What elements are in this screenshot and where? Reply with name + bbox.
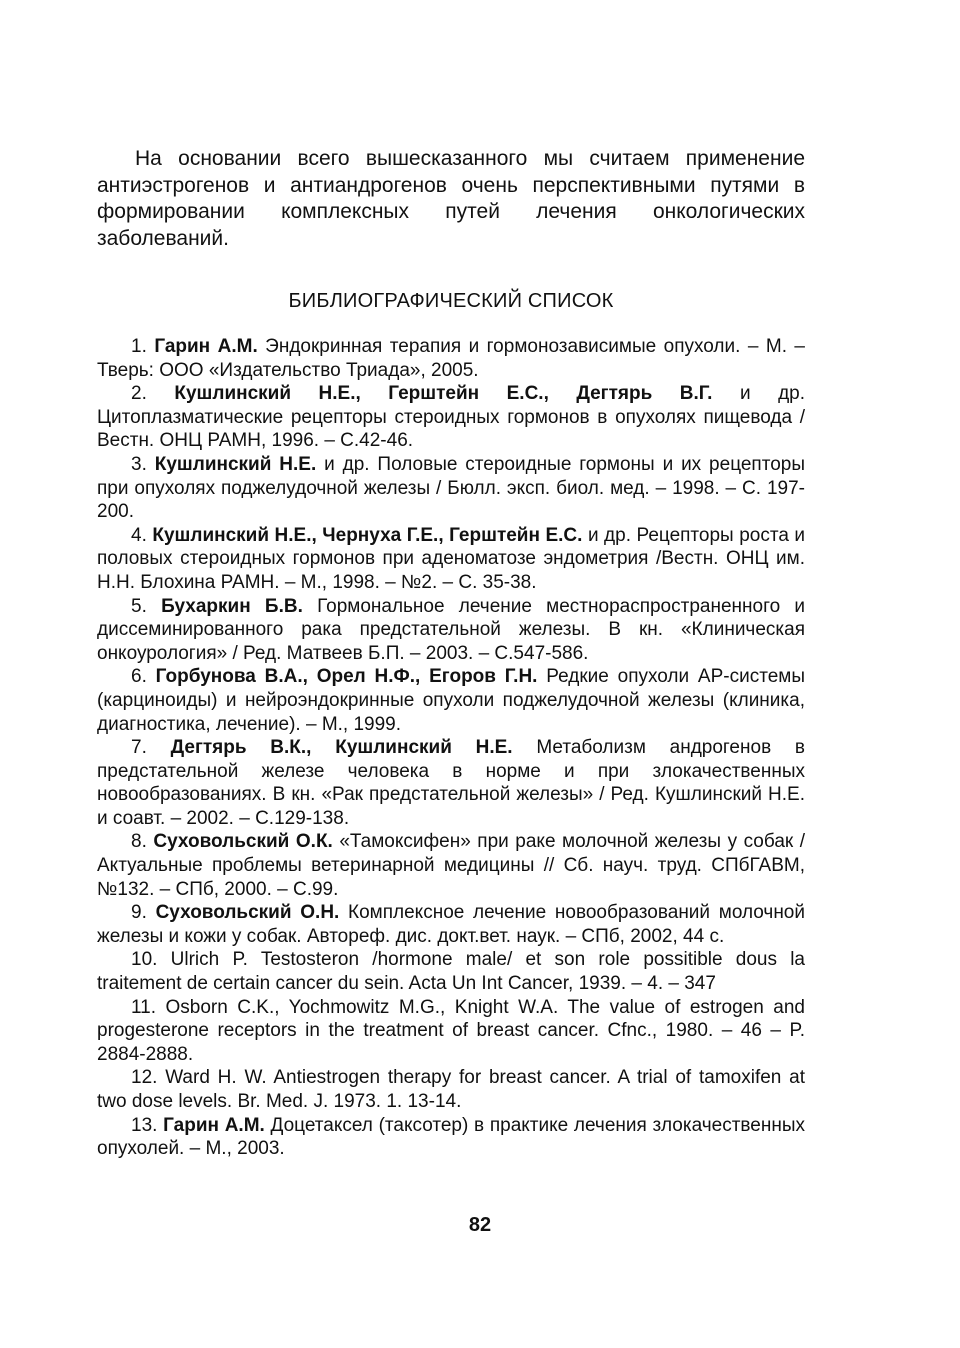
- entry-authors: Гарин А.М.: [154, 336, 258, 357]
- bibliography-entry: [97, 595, 805, 666]
- bibliography-entry: [97, 996, 805, 1067]
- entry-text: «Тамоксифен» при раке молочной железы у собак /Актуальные проблемы ветеринарной медицины // Сб. науч. труд. СПбГАВМ, №132. – СПб, 2000. – С.99.: [97, 831, 805, 900]
- entry-text: Редкие опухоли АР-системы (карциноиды) и нейроэндокринные опухоли поджелудочной железы (клиника, диагностика, лечение). – М., 1999.: [97, 666, 805, 735]
- page-number: 82: [468, 1214, 492, 1236]
- entry-number: 2.: [131, 383, 147, 405]
- entry-number: 3.: [131, 453, 147, 475]
- bibliography-entry: [97, 901, 805, 948]
- entry-number: 11.: [131, 996, 157, 1018]
- entry-text: Osborn C.K., Yochmowitz M.G., Knight W.A. The value of estrogen and progesterone receptors in the treatment of breast cancer. Cfnc., 1980. – 46 – P. 2884-2888.: [97, 996, 805, 1065]
- bibliography-entry: [97, 524, 805, 595]
- bibliography-entry: [97, 335, 805, 382]
- entry-number: 6.: [131, 666, 147, 688]
- entry-number: 12.: [131, 1067, 158, 1089]
- entry-text: Метаболизм андрогенов в предстательной железе человека в норме и при злокачественных новообразованиях. В кн. «Рак предстательной железы» / Ред. Кушлинский Н.Е. и соавт. – 2002. – С.129-138.: [97, 737, 806, 829]
- entry-authors: Кушлинский Н.Е., Чернуха Г.Е., Герштейн Е.С.: [152, 524, 583, 546]
- entry-text: Комплексное лечение новообразований молочной железы и кожи у собак. Автореф. дис. докт.вет. наук. – СПб, 2002, 44 с.: [97, 902, 805, 947]
- entry-authors: Кушлинский Н.Е.: [154, 453, 317, 475]
- document-page: [97, 146, 805, 1161]
- bibliography-entry: [97, 736, 805, 830]
- entry-number: 7.: [131, 737, 147, 759]
- bibliography-entry: [97, 665, 805, 736]
- entry-number: 10.: [131, 949, 158, 971]
- entry-number: 9.: [131, 902, 147, 924]
- entry-number: 1.: [131, 336, 147, 357]
- bibliography-list: [97, 335, 805, 1161]
- entry-number: 13.: [131, 1114, 158, 1136]
- bibliography-entry: [97, 948, 805, 995]
- entry-authors: Суховольский О.К.: [153, 831, 333, 853]
- entry-text: и др. Рецепторы роста и половых стероидных гормонов при аденоматозе эндометрия /Вестн. ОНЦ им. Н.Н. Блохина РАМН. – М., 1998. – №2. – С. 35-38.: [97, 524, 806, 593]
- entry-authors: Гарин А.М.: [163, 1114, 265, 1136]
- entry-authors: Горбунова В.А., Орел Н.Ф., Егоров Г.Н.: [155, 666, 538, 688]
- entry-text: Доцетаксел (таксотер) в практике лечения злокачественных опухолей. – М., 2003.: [97, 1114, 805, 1160]
- entry-text: и др. Цитоплазматические рецепторы стероидных гормонов в опухолях пищевода /Вестн. ОНЦ РАМН, 1996. – С.42-46.: [97, 383, 806, 452]
- entry-text: Гормональное лечение местнораспространенного и диссеминированного рака предстательной железы. В кн. «Клиническая онкоурология» / Ред. Матвеев Б.П. – 2003. – С.547-586.: [97, 595, 805, 664]
- entry-text: и др. Половые стероидные гормоны и их рецепторы при опухолях поджелудочной железы / Бюлл. эксп. биол. мед. – 1998. – С. 197-200.: [97, 453, 805, 523]
- entry-authors: Суховольский О.Н.: [155, 902, 340, 924]
- entry-text: Ward H. W. Antiestrogen therapy for breast cancer. A trial of tamoxifen at two dose levels. Br. Med. J. 1973. 1. 13-14.: [97, 1067, 805, 1112]
- bibliography-entry: [97, 1114, 805, 1161]
- bibliography-entry: [97, 830, 805, 901]
- entry-authors: Кушлинский Н.Е., Герштейн Е.С., Дегтярь В.Г.: [174, 383, 713, 405]
- bibliography-entry: [97, 382, 805, 453]
- entry-authors: Дегтярь В.К., Кушлинский Н.Е.: [170, 737, 513, 759]
- entry-number: 8.: [131, 831, 147, 853]
- entry-text: Эндокринная терапия и гормонозависимые опухоли. – М. – Тверь: ООО «Издательство Триада», 2005.: [97, 336, 805, 381]
- entry-authors: Бухаркин Б.В.: [161, 595, 303, 617]
- bibliography-entry: [97, 453, 805, 524]
- conclusion-paragraph: На основании всего вышесказанного мы считаем применение антиэстрогенов и антиандрогенов очень перспективными путями в формировании комплексных путей лечения онкологических заболеваний.: [97, 147, 805, 250]
- entry-number: 4.: [131, 524, 147, 546]
- bibliography-heading: БИБЛИОГРАФИЧЕСКИЙ СПИСОК: [288, 290, 614, 312]
- entry-text: Ulrich P. Testosteron /hormone male/ et son role possitible dous la traitement de certain cancer du sein. Acta Un Int Cancer, 1939. – 4. – 347: [97, 949, 805, 995]
- bibliography-entry: [97, 1066, 805, 1113]
- entry-number: 5.: [131, 595, 147, 617]
